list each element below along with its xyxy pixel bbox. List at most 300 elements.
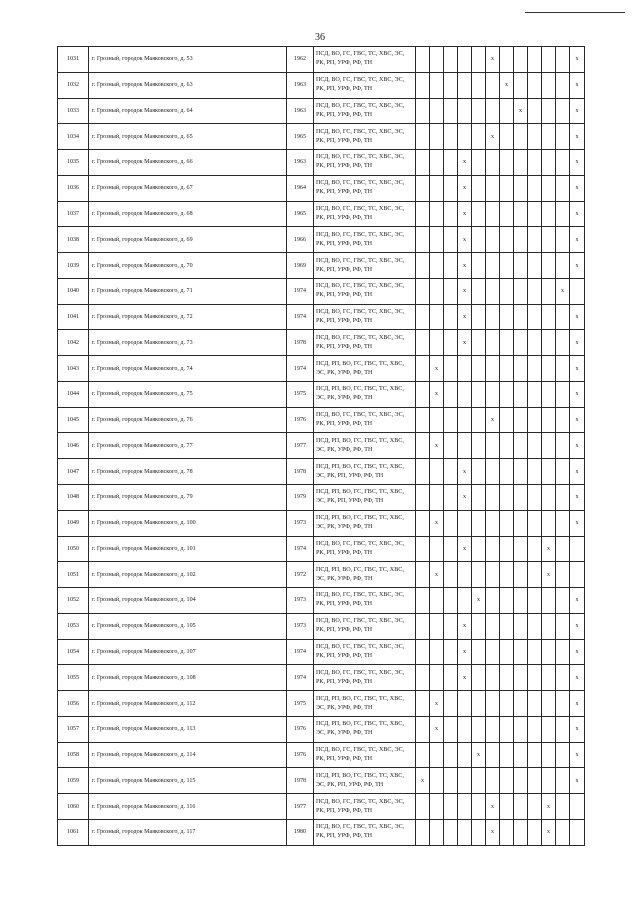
table-row	[58, 304, 585, 330]
row-number-cell: 1043	[58, 356, 89, 382]
services-cell: ПСД, ВО, ГС, ГВС, ТС, ХВС, ЭС, РК, РП, УРФ, РФ, ТН	[314, 278, 416, 304]
mark-cell	[514, 175, 528, 201]
mark-cell	[458, 742, 472, 768]
address-cell: г. Грозный, городок Маяковского, д. 79	[89, 485, 287, 511]
address-cell: г. Грозный, городок Маяковского, д. 116	[89, 794, 287, 820]
mark-cell	[500, 588, 514, 614]
services-cell: ПСД, РП, ВО, ГС, ГВС, ТС, ХВС, ЭС, РК, УРФ, РФ, ТН	[314, 691, 416, 717]
year-cell: 1978	[287, 768, 314, 794]
table-row	[58, 253, 585, 279]
mark-cell	[444, 253, 458, 279]
mark-cell	[486, 201, 500, 227]
mark-cell-checked: x	[458, 278, 472, 304]
mark-cell	[458, 433, 472, 459]
mark-cell	[444, 47, 458, 73]
table-row	[58, 485, 585, 511]
mark-cell	[416, 150, 430, 176]
mark-cell-checked: x	[570, 330, 585, 356]
mark-cell	[542, 381, 556, 407]
mark-cell	[500, 253, 514, 279]
mark-cell-checked: x	[570, 253, 585, 279]
mark-cell	[416, 278, 430, 304]
registry-table	[57, 46, 585, 846]
year-cell: 1974	[287, 536, 314, 562]
mark-cell	[500, 536, 514, 562]
mark-cell	[500, 742, 514, 768]
mark-cell	[472, 381, 486, 407]
mark-cell	[514, 72, 528, 98]
services-cell: ПСД, РП, ВО, ГС, ГВС, ТС, ХВС, ЭС, РК, УРФ, РФ, ТН	[314, 356, 416, 382]
services-cell: ПСД, РП, ВО, ГС, ГВС, ТС, ХВС, ЭС, РК, УРФ, РФ, ТН	[314, 716, 416, 742]
mark-cell	[444, 150, 458, 176]
mark-cell	[486, 768, 500, 794]
mark-cell	[472, 716, 486, 742]
year-cell: 1965	[287, 201, 314, 227]
mark-cell	[514, 407, 528, 433]
year-cell: 1962	[287, 47, 314, 73]
mark-cell	[542, 201, 556, 227]
mark-cell	[500, 330, 514, 356]
page-number: 36	[315, 32, 325, 43]
mark-cell-checked: x	[430, 562, 444, 588]
mark-cell	[542, 639, 556, 665]
services-cell: ПСД, ВО, ГС, ГВС, ТС, ХВС, ЭС, РК, РП, УРФ, РФ, ТН	[314, 407, 416, 433]
mark-cell-checked: x	[570, 665, 585, 691]
mark-cell	[556, 227, 570, 253]
services-cell: ПСД, РП, ВО, ГС, ГВС, ТС, ХВС, ЭС, РК, УРФ, РФ, ТН	[314, 433, 416, 459]
mark-cell	[542, 227, 556, 253]
mark-cell	[514, 485, 528, 511]
row-number-cell: 1061	[58, 819, 89, 845]
mark-cell	[570, 562, 585, 588]
table-row	[58, 691, 585, 717]
mark-cell	[556, 98, 570, 124]
mark-cell-checked: x	[486, 407, 500, 433]
mark-cell	[500, 665, 514, 691]
mark-cell	[514, 794, 528, 820]
mark-cell	[556, 691, 570, 717]
mark-cell	[430, 485, 444, 511]
row-number-cell: 1047	[58, 459, 89, 485]
mark-cell	[542, 716, 556, 742]
mark-cell	[444, 716, 458, 742]
year-cell: 1974	[287, 304, 314, 330]
mark-cell-checked: x	[430, 356, 444, 382]
mark-cell-checked: x	[570, 742, 585, 768]
mark-cell	[472, 72, 486, 98]
mark-cell	[542, 433, 556, 459]
mark-cell	[430, 304, 444, 330]
mark-cell-checked: x	[570, 227, 585, 253]
mark-cell-checked: x	[458, 613, 472, 639]
row-number-cell: 1034	[58, 124, 89, 150]
mark-cell-checked: x	[430, 510, 444, 536]
mark-cell	[514, 613, 528, 639]
mark-cell	[430, 613, 444, 639]
mark-cell	[458, 691, 472, 717]
mark-cell	[542, 459, 556, 485]
mark-cell	[472, 98, 486, 124]
mark-cell	[416, 691, 430, 717]
row-number-cell: 1039	[58, 253, 89, 279]
mark-cell	[458, 407, 472, 433]
mark-cell	[486, 150, 500, 176]
services-cell: ПСД, ВО, ГС, ГВС, ТС, ХВС, ЭС, РК, РП, УРФ, РФ, ТН	[314, 665, 416, 691]
mark-cell-checked: x	[570, 768, 585, 794]
mark-cell	[570, 536, 585, 562]
mark-cell	[430, 536, 444, 562]
mark-cell	[514, 47, 528, 73]
mark-cell	[472, 227, 486, 253]
mark-cell	[444, 330, 458, 356]
mark-cell	[486, 98, 500, 124]
mark-cell	[570, 819, 585, 845]
mark-cell	[416, 665, 430, 691]
mark-cell-checked: x	[542, 794, 556, 820]
mark-cell	[472, 536, 486, 562]
mark-cell	[542, 124, 556, 150]
mark-cell	[458, 588, 472, 614]
mark-cell	[514, 459, 528, 485]
mark-cell	[458, 794, 472, 820]
row-number-cell: 1058	[58, 742, 89, 768]
mark-cell	[430, 407, 444, 433]
mark-cell	[556, 768, 570, 794]
mark-cell	[500, 794, 514, 820]
row-number-cell: 1048	[58, 485, 89, 511]
mark-cell	[430, 330, 444, 356]
services-cell: ПСД, ВО, ГС, ГВС, ТС, ХВС, ЭС, РК, РП, УРФ, РФ, ТН	[314, 98, 416, 124]
mark-cell	[486, 665, 500, 691]
mark-cell	[416, 253, 430, 279]
services-cell: ПСД, ВО, ГС, ГВС, ТС, ХВС, ЭС, РК, РП, УРФ, РФ, ТН	[314, 150, 416, 176]
mark-cell-checked: x	[430, 433, 444, 459]
mark-cell-checked: x	[570, 175, 585, 201]
row-number-cell: 1053	[58, 613, 89, 639]
mark-cell	[528, 691, 542, 717]
table-row	[58, 768, 585, 794]
mark-cell	[444, 407, 458, 433]
mark-cell-checked: x	[458, 485, 472, 511]
mark-cell	[416, 613, 430, 639]
mark-cell	[500, 175, 514, 201]
mark-cell	[556, 794, 570, 820]
mark-cell	[556, 330, 570, 356]
address-cell: г. Грозный, городок Маяковского, д. 77	[89, 433, 287, 459]
mark-cell	[528, 433, 542, 459]
mark-cell	[556, 201, 570, 227]
mark-cell	[444, 819, 458, 845]
row-number-cell: 1050	[58, 536, 89, 562]
mark-cell	[528, 768, 542, 794]
table-row	[58, 742, 585, 768]
year-cell: 1979	[287, 485, 314, 511]
row-number-cell: 1037	[58, 201, 89, 227]
address-cell: г. Грозный, городок Маяковского, д. 112	[89, 691, 287, 717]
mark-cell-checked: x	[472, 588, 486, 614]
mark-cell	[416, 304, 430, 330]
mark-cell	[472, 47, 486, 73]
row-number-cell: 1040	[58, 278, 89, 304]
address-cell: г. Грозный, городок Маяковского, д. 114	[89, 742, 287, 768]
year-cell: 1964	[287, 175, 314, 201]
services-cell: ПСД, ВО, ГС, ГВС, ТС, ХВС, ЭС, РК, РП, УРФ, РФ, ТН	[314, 330, 416, 356]
year-cell: 1974	[287, 639, 314, 665]
mark-cell-checked: x	[542, 562, 556, 588]
mark-cell	[416, 459, 430, 485]
table-row	[58, 716, 585, 742]
year-cell: 1963	[287, 150, 314, 176]
table-row	[58, 562, 585, 588]
table-row	[58, 201, 585, 227]
mark-cell	[416, 639, 430, 665]
mark-cell	[528, 72, 542, 98]
mark-cell	[556, 356, 570, 382]
address-cell: г. Грозный, городок Маяковского, д. 117	[89, 819, 287, 845]
mark-cell	[430, 98, 444, 124]
mark-cell	[486, 459, 500, 485]
mark-cell	[416, 562, 430, 588]
table-row	[58, 407, 585, 433]
table-row	[58, 278, 585, 304]
mark-cell-checked: x	[416, 768, 430, 794]
mark-cell	[528, 278, 542, 304]
mark-cell	[514, 278, 528, 304]
mark-cell	[514, 330, 528, 356]
mark-cell	[514, 742, 528, 768]
mark-cell	[444, 742, 458, 768]
mark-cell	[542, 407, 556, 433]
services-cell: ПСД, ВО, ГС, ГВС, ТС, ХВС, ЭС, РК, РП, УРФ, РФ, ТН	[314, 253, 416, 279]
mark-cell	[444, 227, 458, 253]
address-cell: г. Грозный, городок Маяковского, д. 65	[89, 124, 287, 150]
mark-cell	[556, 72, 570, 98]
mark-cell	[472, 510, 486, 536]
year-cell: 1963	[287, 72, 314, 98]
mark-cell	[542, 613, 556, 639]
table-row	[58, 356, 585, 382]
row-number-cell: 1051	[58, 562, 89, 588]
mark-cell	[486, 278, 500, 304]
table-row	[58, 98, 585, 124]
mark-cell	[430, 47, 444, 73]
table-row	[58, 330, 585, 356]
mark-cell	[486, 304, 500, 330]
year-cell: 1973	[287, 588, 314, 614]
mark-cell	[486, 175, 500, 201]
mark-cell	[416, 356, 430, 382]
mark-cell	[458, 381, 472, 407]
mark-cell	[514, 253, 528, 279]
mark-cell	[486, 562, 500, 588]
mark-cell	[500, 433, 514, 459]
mark-cell	[528, 536, 542, 562]
mark-cell	[528, 150, 542, 176]
mark-cell-checked: x	[570, 304, 585, 330]
services-cell: ПСД, ВО, ГС, ГВС, ТС, ХВС, ЭС, РК, РП, УРФ, РФ, ТН	[314, 227, 416, 253]
year-cell: 1974	[287, 665, 314, 691]
mark-cell	[444, 381, 458, 407]
table-row	[58, 639, 585, 665]
mark-cell	[542, 72, 556, 98]
mark-cell-checked: x	[570, 72, 585, 98]
mark-cell	[472, 201, 486, 227]
table-row	[58, 150, 585, 176]
table-row	[58, 72, 585, 98]
row-number-cell: 1049	[58, 510, 89, 536]
table-row	[58, 227, 585, 253]
mark-cell	[486, 716, 500, 742]
mark-cell	[416, 536, 430, 562]
mark-cell-checked: x	[458, 330, 472, 356]
table-row	[58, 794, 585, 820]
mark-cell	[556, 510, 570, 536]
mark-cell	[514, 716, 528, 742]
mark-cell	[444, 278, 458, 304]
row-number-cell: 1041	[58, 304, 89, 330]
mark-cell	[416, 381, 430, 407]
mark-cell	[514, 381, 528, 407]
mark-cell	[500, 819, 514, 845]
year-cell: 1976	[287, 407, 314, 433]
row-number-cell: 1045	[58, 407, 89, 433]
address-cell: г. Грозный, городок Маяковского, д. 105	[89, 613, 287, 639]
mark-cell-checked: x	[458, 639, 472, 665]
mark-cell-checked: x	[458, 304, 472, 330]
mark-cell	[542, 665, 556, 691]
address-cell: г. Грозный, городок Маяковского, д. 70	[89, 253, 287, 279]
mark-cell	[528, 794, 542, 820]
mark-cell	[486, 485, 500, 511]
year-cell: 1973	[287, 613, 314, 639]
address-cell: г. Грозный, городок Маяковского, д. 113	[89, 716, 287, 742]
mark-cell	[528, 407, 542, 433]
mark-cell	[472, 253, 486, 279]
mark-cell	[514, 536, 528, 562]
mark-cell	[430, 819, 444, 845]
mark-cell	[528, 304, 542, 330]
mark-cell	[430, 639, 444, 665]
mark-cell	[416, 124, 430, 150]
mark-cell	[430, 175, 444, 201]
mark-cell	[556, 588, 570, 614]
mark-cell	[416, 742, 430, 768]
mark-cell	[556, 485, 570, 511]
mark-cell-checked: x	[570, 356, 585, 382]
mark-cell	[416, 72, 430, 98]
mark-cell	[458, 124, 472, 150]
mark-cell	[514, 356, 528, 382]
mark-cell	[500, 459, 514, 485]
mark-cell	[430, 227, 444, 253]
mark-cell	[500, 562, 514, 588]
mark-cell-checked: x	[458, 150, 472, 176]
mark-cell	[514, 304, 528, 330]
mark-cell	[514, 150, 528, 176]
row-number-cell: 1044	[58, 381, 89, 407]
mark-cell-checked: x	[542, 536, 556, 562]
services-cell: ПСД, ВО, ГС, ГВС, ТС, ХВС, ЭС, РК, РП, УРФ, РФ, ТН	[314, 613, 416, 639]
mark-cell	[514, 124, 528, 150]
mark-cell	[444, 485, 458, 511]
mark-cell	[472, 691, 486, 717]
mark-cell	[556, 459, 570, 485]
mark-cell	[542, 175, 556, 201]
mark-cell	[444, 613, 458, 639]
mark-cell-checked: x	[570, 613, 585, 639]
mark-cell	[416, 794, 430, 820]
address-cell: г. Грозный, городок Маяковского, д. 102	[89, 562, 287, 588]
mark-cell	[486, 639, 500, 665]
mark-cell-checked: x	[570, 485, 585, 511]
mark-cell	[514, 588, 528, 614]
mark-cell	[528, 47, 542, 73]
address-cell: г. Грозный, городок Маяковского, д. 63	[89, 72, 287, 98]
mark-cell	[458, 47, 472, 73]
mark-cell-checked: x	[556, 278, 570, 304]
mark-cell	[542, 47, 556, 73]
mark-cell	[528, 227, 542, 253]
mark-cell	[430, 201, 444, 227]
services-cell: ПСД, ВО, ГС, ГВС, ТС, ХВС, ЭС, РК, РП, УРФ, РФ, ТН	[314, 175, 416, 201]
address-cell: г. Грозный, городок Маяковского, д. 67	[89, 175, 287, 201]
mark-cell-checked: x	[458, 459, 472, 485]
mark-cell	[500, 278, 514, 304]
mark-cell	[472, 278, 486, 304]
services-cell: ПСД, ВО, ГС, ГВС, ТС, ХВС, ЭС, РК, РП, УРФ, РФ, ТН	[314, 794, 416, 820]
services-cell: ПСД, ВО, ГС, ГВС, ТС, ХВС, ЭС, РК, РП, УРФ, РФ, ТН	[314, 72, 416, 98]
services-cell: ПСД, ВО, ГС, ГВС, ТС, ХВС, ЭС, РК, РП, УРФ, РФ, ТН	[314, 588, 416, 614]
services-cell: ПСД, ВО, ГС, ГВС, ТС, ХВС, ЭС, РК, РП, УРФ, РФ, ТН	[314, 819, 416, 845]
mark-cell-checked: x	[458, 665, 472, 691]
mark-cell	[444, 536, 458, 562]
mark-cell	[486, 330, 500, 356]
mark-cell	[430, 742, 444, 768]
row-number-cell: 1057	[58, 716, 89, 742]
address-cell: г. Грозный, городок Маяковского, д. 104	[89, 588, 287, 614]
mark-cell-checked: x	[458, 201, 472, 227]
mark-cell	[556, 562, 570, 588]
mark-cell	[444, 768, 458, 794]
mark-cell	[444, 433, 458, 459]
mark-cell-checked: x	[570, 716, 585, 742]
mark-cell	[542, 510, 556, 536]
address-cell: г. Грозный, городок Маяковского, д. 115	[89, 768, 287, 794]
mark-cell	[556, 433, 570, 459]
mark-cell	[458, 819, 472, 845]
mark-cell	[416, 330, 430, 356]
mark-cell	[416, 819, 430, 845]
mark-cell-checked: x	[430, 691, 444, 717]
mark-cell-checked: x	[570, 98, 585, 124]
mark-cell	[430, 768, 444, 794]
mark-cell	[556, 175, 570, 201]
row-number-cell: 1060	[58, 794, 89, 820]
mark-cell	[444, 562, 458, 588]
mark-cell	[458, 716, 472, 742]
row-number-cell: 1059	[58, 768, 89, 794]
mark-cell	[472, 124, 486, 150]
services-cell: ПСД, РП, ВО, ГС, ГВС, ТС, ХВС, ЭС, РК, РП, УРФ, РФ, ТН	[314, 485, 416, 511]
mark-cell	[514, 665, 528, 691]
mark-cell	[556, 536, 570, 562]
mark-cell	[500, 356, 514, 382]
year-cell: 1980	[287, 819, 314, 845]
address-cell: г. Грозный, городок Маяковского, д. 64	[89, 98, 287, 124]
mark-cell-checked: x	[570, 588, 585, 614]
year-cell: 1966	[287, 227, 314, 253]
year-cell: 1973	[287, 510, 314, 536]
